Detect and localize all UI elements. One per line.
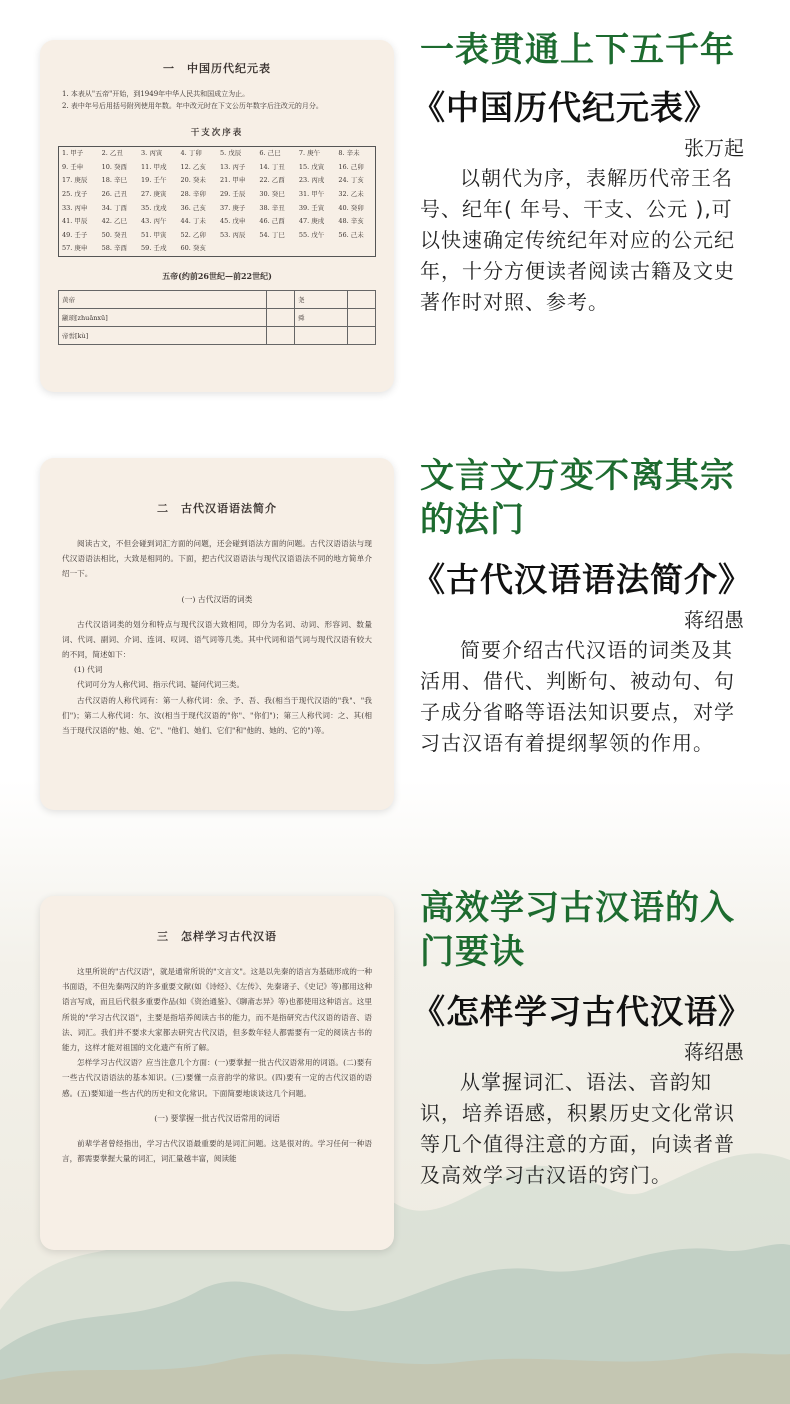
book-description: 以朝代为序，表解历代帝王名号、纪年( 年号、干支、公元 ),可以快速确定传统纪年对应的公元纪年，十分方便读者阅读古籍及文史著作时对照、参考。: [420, 166, 735, 314]
page-heading: (一) 古代汉语的词类: [181, 594, 253, 604]
emperor-table: [58, 290, 376, 345]
ganzhi-table: [58, 146, 376, 257]
era-title: 五帝(约前26世纪—前22世纪): [162, 270, 272, 281]
page-note-2: 2. 表中年号后用括号附列使用年数。年中改元时在下文公历年数字后注改元的月分。: [62, 102, 323, 110]
ganzhi-row: [59, 201, 376, 215]
ganzhi-cell: 8. 辛未: [338, 149, 360, 158]
ganzhi-cell: 41. 甲辰: [62, 217, 88, 226]
ganzhi-cell: 30. 癸巳: [259, 190, 285, 199]
emperor-cell: [295, 326, 348, 344]
ganzhi-cell: 2. 乙丑: [101, 149, 123, 158]
ganzhi-cell: 47. 庚戌: [298, 217, 325, 226]
ganzhi-cell: 1. 甲子: [62, 149, 84, 158]
page-note-1: 1. 本表从"五帝"开始，到1949年中华人民共和国成立为止。: [62, 90, 250, 98]
book-author: 蒋绍愚: [684, 1040, 744, 1064]
emperor-row: [59, 326, 376, 344]
page-item: (1) 代词: [74, 665, 103, 675]
section-headline: 高效学习古汉语的入门要诀: [420, 888, 735, 972]
emperor-cell: 颛顼[zhuānxū]: [59, 308, 267, 326]
ganzhi-cell: 54. 丁巳: [259, 230, 285, 239]
ganzhi-cell: 20. 癸未: [180, 176, 206, 185]
emperor-cell: [267, 326, 295, 344]
page-title: 三 怎样学习古代汉语: [157, 930, 277, 943]
ganzhi-cell: 24. 丁亥: [338, 176, 364, 185]
ganzhi-cell: [296, 242, 335, 256]
ganzhi-cell: 7. 庚午: [298, 149, 321, 158]
section-headline: 一表贯通上下五千年: [420, 30, 735, 70]
ganzhi-cell: 36. 己亥: [180, 203, 206, 212]
section-chronology: [412, 28, 750, 318]
ganzhi-row: [59, 215, 376, 229]
section-grammar: [412, 454, 752, 759]
ganzhi-cell: 28. 辛卯: [180, 190, 206, 199]
emperor-cell: [348, 326, 376, 344]
page-paragraph: 怎样学习古代汉语？应当注意几个方面：(一)要掌握一批古代汉语常用的词语。(二)要有一些古代汉语语法的基本知识。(三)要懂一点音韵学的常识。(四)要有一定的古代汉语的语感。(五)要知道一些古代的历史和文化常识。下面简要地谈谈这几个问题。: [62, 1058, 372, 1098]
ganzhi-cell: 23. 丙戌: [298, 176, 325, 185]
ganzhi-cell: 32. 乙未: [338, 190, 364, 199]
ganzhi-cell: [335, 242, 375, 256]
ganzhi-cell: 57. 庚申: [62, 244, 88, 253]
ganzhi-cell: 21. 甲申: [219, 176, 246, 185]
ganzhi-cell: 51. 甲寅: [141, 230, 167, 239]
ganzhi-cell: 42. 乙巳: [101, 217, 127, 226]
ganzhi-cell: 19. 壬午: [141, 176, 167, 185]
ganzhi-cell: 14. 丁丑: [259, 162, 285, 171]
ganzhi-cell: 10. 癸酉: [101, 162, 127, 171]
book-title: 《古代汉语语法简介》: [412, 560, 752, 599]
ganzhi-row: [59, 174, 376, 188]
ganzhi-cell: 18. 辛巳: [101, 176, 127, 185]
book-page-howto: [40, 896, 394, 1250]
ganzhi-cell: 58. 辛酉: [101, 244, 127, 253]
emperor-cell: 舜: [295, 308, 348, 326]
ganzhi-cell: 55. 戊午: [298, 230, 325, 239]
page-paragraph: 这里所说的"古代汉语"，就是通常所说的"文言文"。这是以先秦的语言为基础形成的一种书面语，不但先秦两汉的许多重要文献(如《诗经》、《左传》、先秦诸子、《史记》等)都用这种语言写成，而且后代很多重要作品(如《资治通鉴》、《聊斋志异》等)也都使用这种语言。这里所说的"学习古代汉语"，主要是指培养阅读古书的能力，而不是指研究古代汉语的语音、语法、词汇。我们并不要求大家都去研究古代汉语，但多数年轻人都需要有一定的阅读古书的能力，这样才能对祖国的文化遗产有所了解。: [62, 967, 372, 1053]
ganzhi-cell: 34. 丁酉: [101, 203, 127, 212]
ganzhi-cell: 49. 壬子: [62, 230, 88, 239]
emperor-cell: 黄帝: [59, 290, 267, 308]
book-title: 《怎样学习古代汉语》: [412, 992, 752, 1031]
ganzhi-cell: 25. 戊子: [62, 190, 88, 199]
emperor-row: [59, 290, 376, 308]
emperor-cell: [348, 290, 376, 308]
ganzhi-cell: 17. 庚辰: [62, 176, 88, 185]
ganzhi-cell: 9. 壬申: [62, 162, 84, 171]
page-paragraph: 古代汉语的人称代词有：第一人称代词：余、予、吾、我(相当于现代汉语的"我"、"我们")；第二人称代词：尔、汝(相当于现代汉语的"你"、"你们")；第三人称代词：之、其(相当于现代汉语的"他、她、它"、"他们、她们、它们"和"他的、她的、它的")等。: [62, 695, 372, 736]
ganzhi-cell: [256, 242, 295, 256]
ganzhi-cell: 56. 己未: [338, 230, 364, 239]
ganzhi-cell: 39. 壬寅: [298, 203, 325, 212]
ganzhi-cell: 13. 丙子: [219, 162, 246, 171]
section-howto: [412, 886, 752, 1191]
ganzhi-cell: 43. 丙午: [141, 217, 167, 226]
emperor-cell: 尧: [295, 290, 348, 308]
book-description: 从掌握词汇、语法、音韵知识，培养语感，积累历史文化常识等几个值得注意的方面，向读者普及高效学习古汉语的窍门。: [420, 1070, 735, 1187]
ganzhi-cell: 15. 戊寅: [298, 162, 325, 171]
book-author: 张万起: [684, 136, 744, 160]
page-title: 一 中国历代纪元表: [163, 62, 271, 75]
emperor-row: [59, 308, 376, 326]
page-paragraph: 前辈学者曾经指出，学习古代汉语最重要的是词汇问题。这是很对的。学习任何一种语言，都需要掌握大量的词汇，词汇量越丰富，阅读能: [62, 1138, 372, 1164]
ganzhi-cell: 16. 己卯: [338, 162, 364, 171]
ganzhi-cell: 11. 甲戌: [141, 162, 167, 171]
ganzhi-cell: 26. 己丑: [101, 190, 127, 199]
ganzhi-cell: 52. 乙卯: [180, 230, 206, 239]
ganzhi-cell: 3. 丙寅: [141, 149, 163, 158]
book-title: 《中国历代纪元表》: [412, 88, 718, 127]
section-headline: 文言文万变不离其宗的法门: [420, 456, 735, 540]
ganzhi-cell: [217, 242, 256, 256]
book-page-chronology: [40, 40, 394, 392]
emperor-cell: [267, 308, 295, 326]
ganzhi-cell: 53. 丙辰: [219, 230, 246, 239]
ganzhi-cell: 5. 戊辰: [219, 149, 242, 158]
book-page-grammar: [40, 458, 394, 810]
ganzhi-row: [59, 161, 376, 175]
ganzhi-cell: 40. 癸卯: [338, 203, 364, 212]
book-author: 蒋绍愚: [684, 608, 744, 632]
emperor-cell: [348, 308, 376, 326]
ganzhi-row: [59, 188, 376, 202]
ganzhi-cell: 50. 癸丑: [101, 230, 127, 239]
ganzhi-cell: 35. 戊戌: [141, 203, 167, 212]
ganzhi-cell: 45. 戊申: [219, 217, 246, 226]
ganzhi-cell: 38. 辛丑: [259, 203, 285, 212]
emperor-cell: [267, 290, 295, 308]
ganzhi-cell: 4. 丁卯: [180, 149, 202, 158]
ganzhi-cell: 46. 己酉: [259, 217, 285, 226]
ganzhi-cell: 44. 丁未: [180, 217, 206, 226]
page-paragraph: 古代汉语词类的划分和特点与现代汉语大致相同，即分为名词、动词、形容词、数量词、代词、副词、介词、连词、叹词、语气词等几类。其中代词和语气词与现代汉语有较大的不同，简述如下：: [62, 619, 372, 660]
page-title: 二 古代汉语语法简介: [157, 502, 277, 515]
ganzhi-cell: 31. 甲午: [298, 190, 325, 199]
ganzhi-cell: 37. 庚子: [219, 203, 246, 212]
page-paragraph: 代词可分为人称代词、指示代词、疑问代词三类。: [77, 680, 245, 690]
ganzhi-cell: 22. 乙酉: [259, 176, 285, 185]
ganzhi-cell: 33. 丙申: [62, 203, 88, 212]
ganzhi-table-title: 干支次序表: [190, 128, 244, 138]
ganzhi-cell: 60. 癸亥: [180, 244, 206, 253]
ganzhi-row: [59, 147, 376, 161]
ganzhi-row: [59, 229, 376, 243]
book-description: 简要介绍古代汉语的词类及其活用、借代、判断句、被动句、句子成分省略等语法知识要点，对学习古汉语有着提纲挈领的作用。: [420, 638, 735, 755]
ganzhi-cell: 48. 辛亥: [338, 217, 364, 226]
ganzhi-cell: 59. 壬戌: [141, 244, 167, 253]
emperor-cell: 帝喾[kù]: [59, 326, 267, 344]
page-heading: (一) 要掌握一批古代汉语常用的词语: [154, 1113, 280, 1123]
page-paragraph: 阅读古文，不但会碰到词汇方面的问题，还会碰到语法方面的问题。古代汉语语法与现代汉语语法相比，大致是相同的。下面，把古代汉语语法与现代汉语语法不同的地方简单介绍一下。: [62, 539, 372, 579]
ganzhi-cell: 6. 己巳: [259, 149, 281, 158]
ganzhi-cell: 12. 乙亥: [180, 162, 206, 171]
ganzhi-row: [59, 242, 376, 256]
ganzhi-cell: 27. 庚寅: [141, 190, 167, 199]
ganzhi-cell: 29. 壬辰: [219, 190, 246, 199]
